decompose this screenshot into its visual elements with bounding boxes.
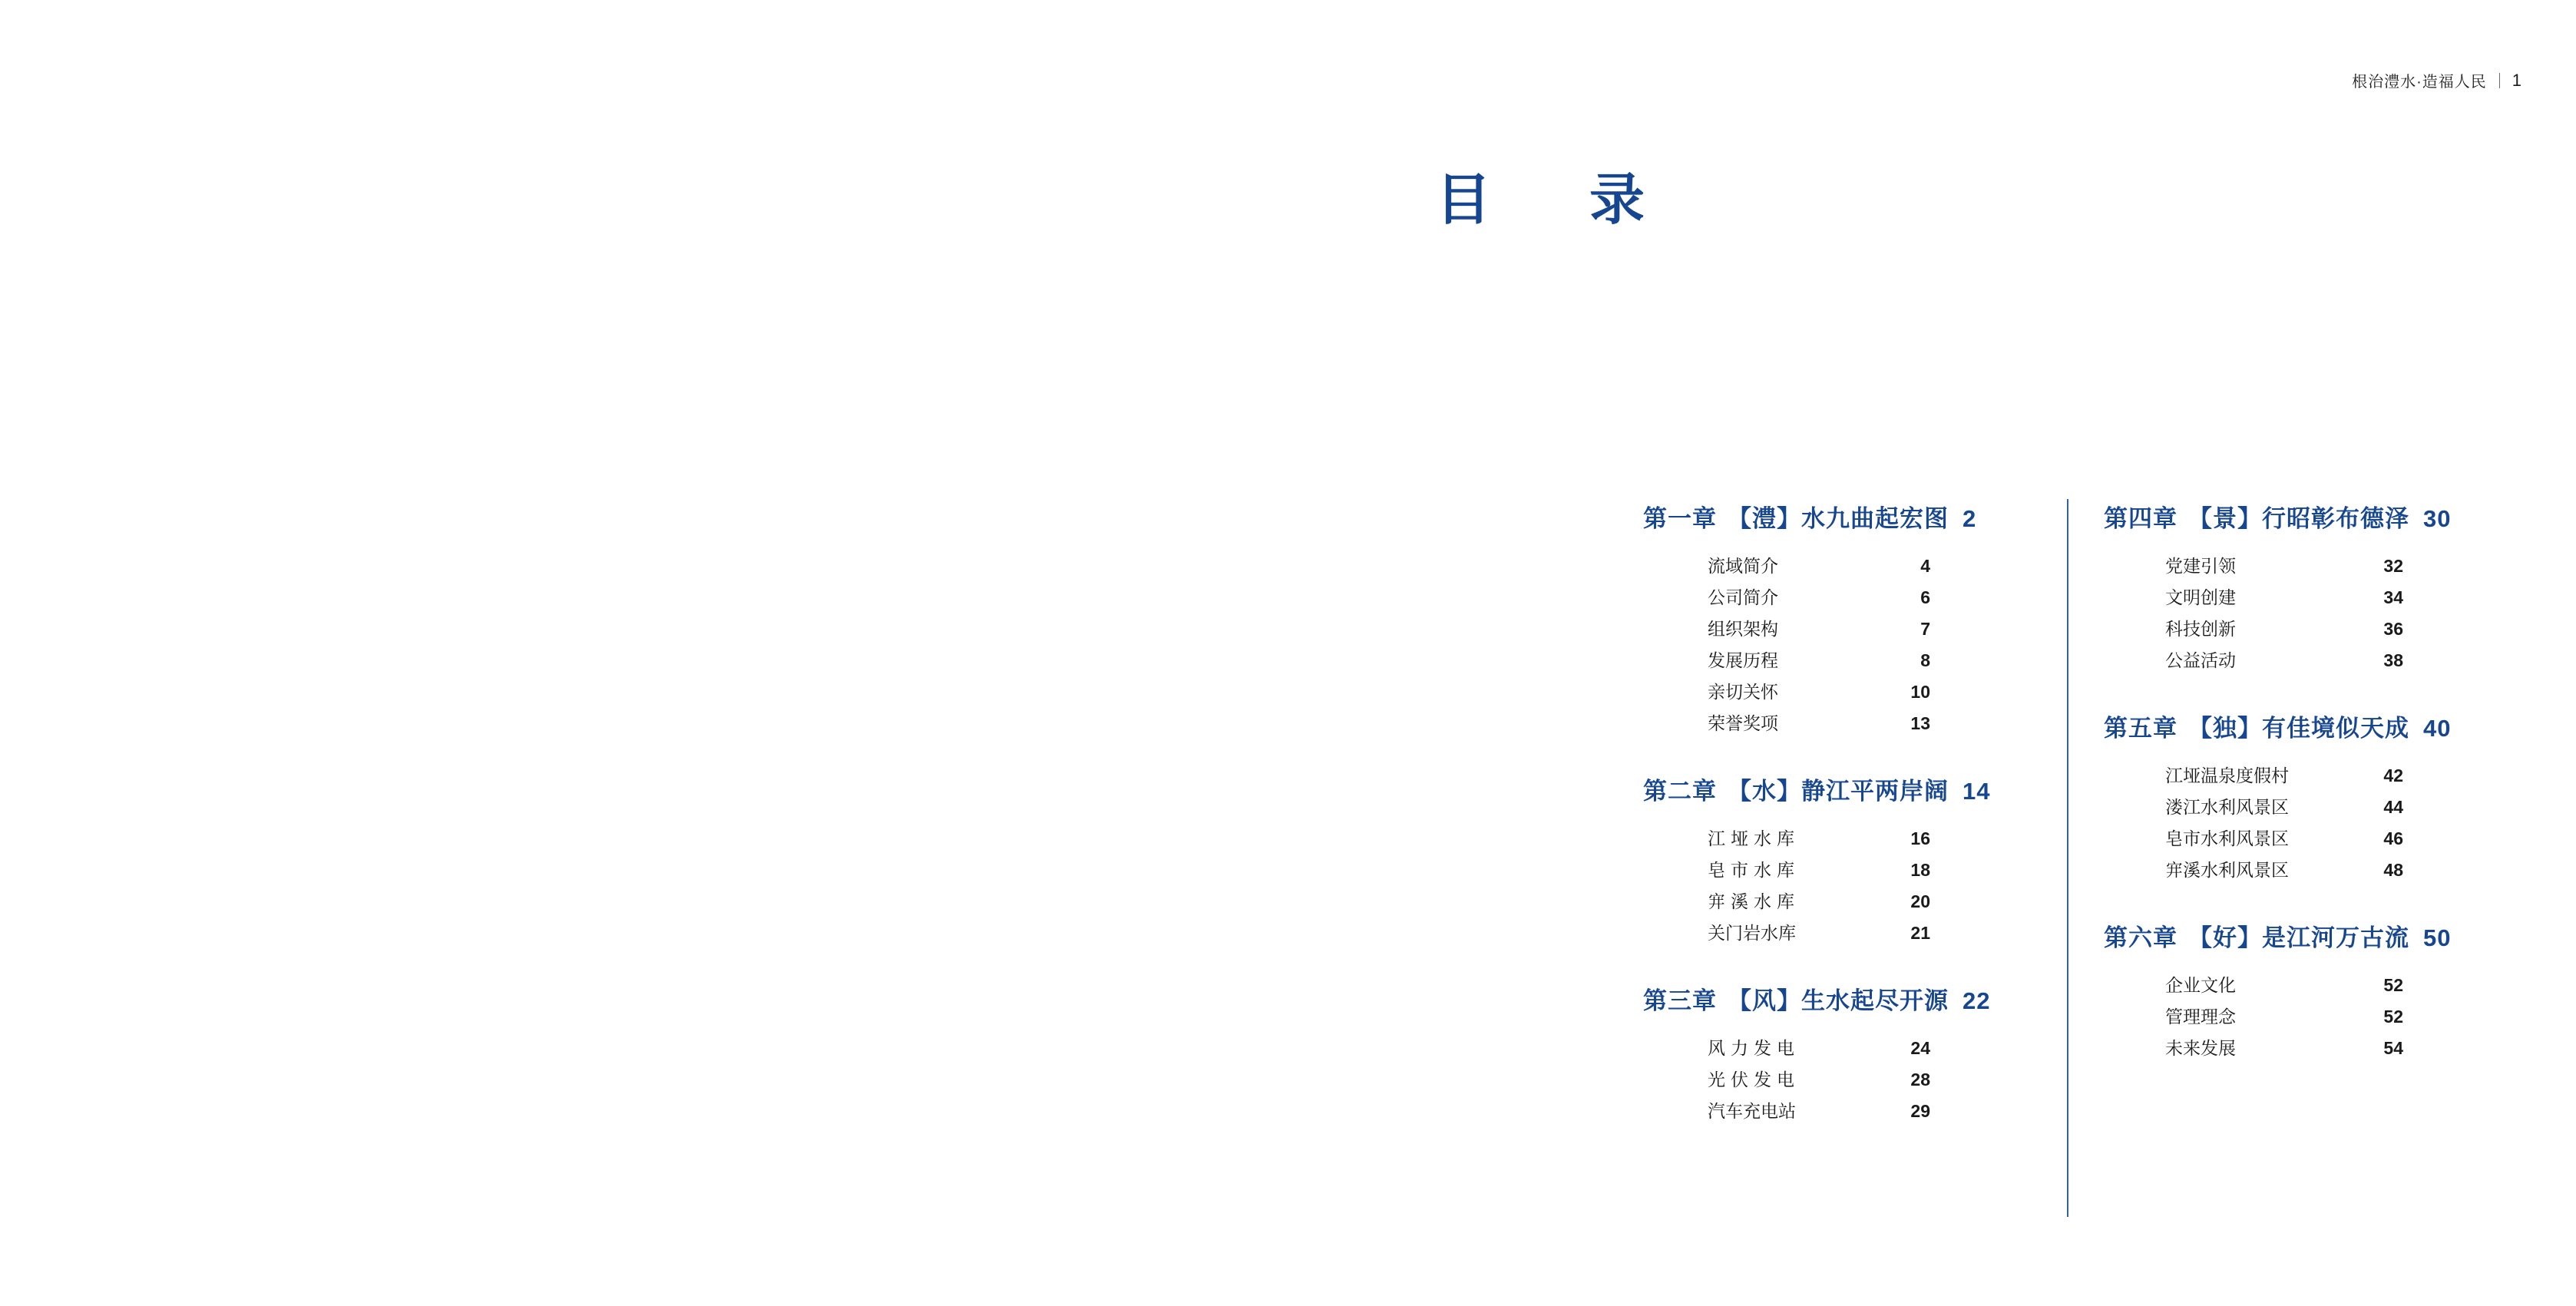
toc-entry-page: 52 <box>2383 1007 2403 1027</box>
toc-entry[interactable] <box>2165 551 2518 582</box>
toc-entry-page: 46 <box>2383 828 2403 848</box>
page-title: 目 录 <box>1436 170 1667 231</box>
toc-entry[interactable] <box>1708 886 2058 918</box>
chapter-name: 【独】有佳境似天成 <box>2188 715 2409 742</box>
toc-entry-page: 20 <box>1910 891 1930 911</box>
toc-entry-page: 44 <box>2383 797 2403 817</box>
toc-entry[interactable] <box>2165 823 2518 855</box>
chapter-entries <box>1708 551 2058 739</box>
toc-entry-page: 32 <box>2383 556 2403 576</box>
toc-entry-page: 24 <box>1910 1038 1930 1058</box>
toc-entry-label: 宑溪水库 <box>1708 891 1800 911</box>
toc-entry-label: 公益活动 <box>2165 650 2236 670</box>
toc-entry-label: 科技创新 <box>2165 619 2236 639</box>
chapter-number: 第六章 <box>2104 924 2178 951</box>
toc-entry[interactable] <box>1708 551 2058 582</box>
chapter-block <box>1643 499 2058 739</box>
running-head-divider <box>2499 73 2500 88</box>
toc-entry-page: 10 <box>1910 682 1930 702</box>
toc-entry-label: 文明创建 <box>2165 587 2236 607</box>
chapter-block <box>2104 918 2518 1064</box>
toc-entry-page: 42 <box>2383 765 2403 785</box>
toc-entry-page: 21 <box>1910 923 1930 943</box>
chapter-number: 第四章 <box>2104 505 2178 532</box>
toc-entry-page: 34 <box>2383 587 2403 607</box>
toc-entry-page: 7 <box>1920 619 1930 639</box>
toc-entry[interactable] <box>1708 823 2058 855</box>
running-head-text: 根治澧水·造福人民 <box>2352 74 2487 91</box>
toc-entry[interactable] <box>1708 855 2058 886</box>
chapter-heading[interactable] <box>1643 772 2058 806</box>
chapter-entries <box>2165 970 2518 1064</box>
toc-entry-label: 企业文化 <box>2165 975 2236 995</box>
chapter-page: 40 <box>2423 715 2452 742</box>
toc-entry[interactable] <box>1708 1033 2058 1064</box>
toc-entry-label: 发展历程 <box>1708 650 1778 670</box>
toc-entry[interactable] <box>2165 645 2518 676</box>
toc-column-right <box>2058 499 2518 1127</box>
toc-entry-page: 52 <box>2383 975 2403 995</box>
page-folio: 1 <box>2512 70 2522 90</box>
toc-entry-label: 未来发展 <box>2165 1038 2236 1058</box>
toc-entry-label: 皂市水库 <box>1708 860 1800 880</box>
chapter-number: 第一章 <box>1643 505 1717 532</box>
chapter-heading[interactable] <box>2104 918 2518 953</box>
chapter-number: 第三章 <box>1643 987 1717 1014</box>
chapter-page: 30 <box>2423 505 2452 532</box>
toc-entry[interactable] <box>1708 708 2058 739</box>
toc-entry[interactable] <box>1708 1096 2058 1127</box>
toc-entry[interactable] <box>1708 918 2058 949</box>
chapter-entries <box>2165 760 2518 886</box>
chapter-page: 2 <box>1963 505 1977 532</box>
chapter-name: 【好】是江河万古流 <box>2188 924 2409 951</box>
chapter-number: 第二章 <box>1643 778 1717 805</box>
toc-entry[interactable] <box>2165 582 2518 613</box>
toc-entry-page: 13 <box>1910 713 1930 733</box>
toc-entry-label: 皂市水利风景区 <box>2165 828 2289 848</box>
toc-entry-page: 18 <box>1910 860 1930 880</box>
toc-entry-label: 江垭温泉度假村 <box>2165 765 2289 785</box>
toc-entry-page: 48 <box>2383 860 2403 880</box>
toc-entry[interactable] <box>1708 676 2058 708</box>
toc-entry-label: 公司简介 <box>1708 587 1778 607</box>
toc-entry[interactable] <box>1708 613 2058 645</box>
toc-entry-page: 36 <box>2383 619 2403 639</box>
toc-entry-page: 8 <box>1920 650 1930 670</box>
toc-entry-page: 6 <box>1920 587 1930 607</box>
chapter-name: 【澧】水九曲起宏图 <box>1728 505 1949 532</box>
toc-entry-label: 亲切关怀 <box>1708 682 1778 702</box>
chapter-page: 14 <box>1963 778 1991 805</box>
toc-entry-label: 江垭水库 <box>1708 828 1800 848</box>
toc-entry-page: 29 <box>1910 1101 1930 1121</box>
chapter-heading[interactable] <box>2104 709 2518 743</box>
toc-entry[interactable] <box>2165 792 2518 823</box>
toc-entry-page: 28 <box>1910 1070 1930 1089</box>
toc-entry[interactable] <box>2165 760 2518 792</box>
toc-entry[interactable] <box>2165 970 2518 1001</box>
toc-entry-label: 溇江水利风景区 <box>2165 797 2289 817</box>
chapter-number: 第五章 <box>2104 715 2178 742</box>
toc-entry[interactable] <box>1708 645 2058 676</box>
toc-entry-label: 党建引领 <box>2165 556 2236 576</box>
chapter-heading[interactable] <box>1643 499 2058 534</box>
toc-entry[interactable] <box>1708 582 2058 613</box>
toc-entry[interactable] <box>2165 855 2518 886</box>
toc-entry-label: 管理理念 <box>2165 1007 2236 1027</box>
chapter-entries <box>1708 1033 2058 1127</box>
chapter-block <box>2104 709 2518 886</box>
toc-entry[interactable] <box>2165 1033 2518 1064</box>
chapter-entries <box>2165 551 2518 676</box>
chapter-block <box>2104 499 2518 676</box>
toc-entry-label: 荣誉奖项 <box>1708 713 1778 733</box>
chapter-name: 【水】静江平两岸阔 <box>1728 778 1949 805</box>
chapter-block <box>1643 981 2058 1127</box>
toc-entry-label: 流域简介 <box>1708 556 1778 576</box>
toc-entry-page: 16 <box>1910 828 1930 848</box>
chapter-page: 50 <box>2423 924 2452 951</box>
toc-entry-label: 组织架构 <box>1708 619 1778 639</box>
toc-entry-label: 风力发电 <box>1708 1038 1800 1058</box>
toc-entry-label: 宑溪水利风景区 <box>2165 860 2289 880</box>
chapter-block <box>1643 772 2058 949</box>
toc-entry-label: 关门岩水库 <box>1708 923 1796 943</box>
running-head <box>2352 69 2522 91</box>
chapter-page: 22 <box>1963 987 1991 1014</box>
toc-entry[interactable] <box>2165 1001 2518 1033</box>
chapter-entries <box>1708 823 2058 949</box>
toc-entry-page: 54 <box>2383 1038 2403 1058</box>
toc-entry-page: 38 <box>2383 650 2403 670</box>
toc-entry-label: 光伏发电 <box>1708 1070 1800 1089</box>
chapter-name: 【景】行昭彰布德泽 <box>2188 505 2409 532</box>
chapter-name: 【风】生水起尽开源 <box>1728 987 1949 1014</box>
chapter-heading[interactable] <box>1643 981 2058 1016</box>
toc-entry-page: 4 <box>1920 556 1930 576</box>
toc-column-left <box>1643 499 2058 1127</box>
toc-entry[interactable] <box>1708 1064 2058 1096</box>
chapter-heading[interactable] <box>2104 499 2518 534</box>
toc-columns <box>1643 499 2518 1127</box>
toc-entry[interactable] <box>2165 613 2518 645</box>
toc-entry-label: 汽车充电站 <box>1708 1101 1796 1121</box>
